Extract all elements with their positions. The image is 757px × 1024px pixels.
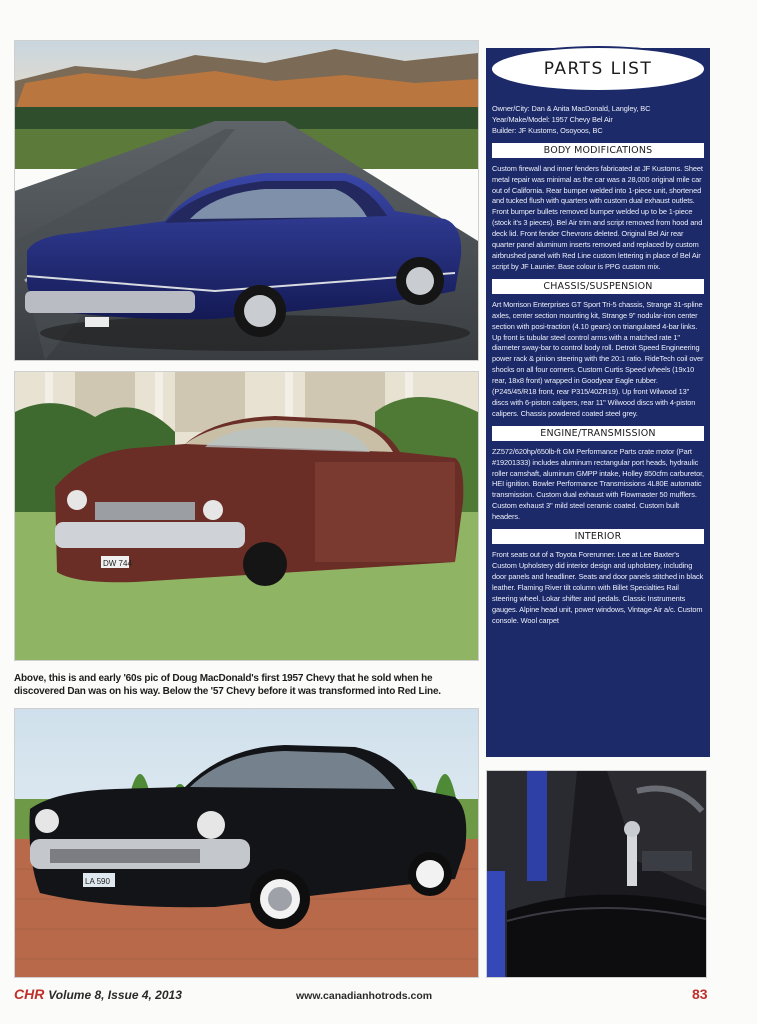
- section-heading-chassis: CHASSIS/SUSPENSION: [492, 279, 704, 294]
- section-text-chassis: Art Morrison Enterprises GT Sport Tri-5 chassis, Strange 31-spline axles, center section mounting kit, Strange 9" nodular-iron center section with posi-traction (4.10 gears) on triangulated 4-bar links. Up front is tubular steel control arms with a matched rate 1" diameter sway-bar to control body roll. Detroit Speed Engineering power rack & pinion steering with the 20:1 ratio. RideTech coil over shocks on all four corners. Custom Curtis Speed wheels (19x10 rear, 18x8 front) wrapped in Goodyear Eagle rubber. (P245/45/R18 front, rear P315/40ZR19). Up front Wilwood 13" discs with 6-piston calipers, rear 11" Wilwood discs with 4-piston calipers. Chassis powdered coated steel grey.: [492, 299, 704, 418]
- footer-publication: [14, 986, 182, 1002]
- page-number: 83: [692, 986, 708, 1002]
- section-text-interior: Front seats out of a Toyota Forerunner. Lee at Lee Baxter's Custom Upholstery did interior design and upholstery, including door panels and headliner. Seats and door panels stitched in black leather. Flaming River tilt column with Billet Specialties Rail steering wheel. Lokar shifter and pedals. Classic Instruments gauges. Alpine head unit, power windows, Vintage Air a/c. Custom console. Wool carpet: [492, 550, 704, 625]
- footer-volume: Volume 8, Issue 4, 2013: [48, 988, 182, 1002]
- photo-blue-chevy: [14, 40, 479, 361]
- photo-red-chevy-vintage: [14, 371, 479, 661]
- intro-builder: Builder: JF Kustoms, Osoyoos, BC: [492, 125, 603, 135]
- intro-vehicle: Year/Make/Model: 1957 Chevy Bel Air: [492, 114, 613, 124]
- footer-url[interactable]: www.canadianhotrods.com: [296, 990, 433, 1002]
- red-car-plate: DW 744: [103, 559, 132, 568]
- section-text-body: Custom firewall and inner fenders fabricated at JF Kustoms. Sheet metal repair was minimal as the car was a 28,000 original mile car out of California. Rear bumper welded into 1-piece unit, shortened and tucked flush with quarters with custom dual exhaust outlets. Front bumper bullets removed bumper welded up to be 1-piece (stock it's 3 pieces). Bel Air trim and script removed from hood and deck lid. Front fender Chevrons deleted. Original Bel Air rear quarter panel aluminum inserts removed and replaced by custom airbrushed panel with Red Line custom lettering in place of Bel Air script by JF Launier. Base colour is PPG custom mix.: [492, 163, 703, 271]
- intro-owner: Owner/City: Dan & Anita MacDonald, Langley, BC: [492, 104, 651, 113]
- parts-list-panel: [486, 48, 710, 757]
- parts-intro: [492, 104, 704, 137]
- section-heading-interior: INTERIOR: [492, 529, 704, 544]
- photo-caption: Above, this is and early '60s pic of Doug MacDonald's first 1957 Chevy that he sold when he discovered Dan was on his way. Below the '57 Chevy before it was transformed into Red Line.: [14, 673, 441, 697]
- photo-interior: [486, 770, 707, 978]
- photo-black-chevy: [14, 708, 479, 978]
- black-car-plate: LA 590: [85, 877, 110, 886]
- parts-list-title: PARTS LIST: [490, 46, 706, 92]
- footer-magazine: CHR: [14, 986, 45, 1002]
- section-heading-engine: ENGINE/TRANSMISSION: [492, 426, 704, 441]
- section-text-engine: ZZ572/620hp/650lb-ft GM Performance Parts crate motor (Part #19201333) includes aluminum rectangular port heads, hydraulic roller camshaft, aluminum GMPP intake, Holley 850cfm carburetor, HEI ignition. Bowler Performance Transmissions 4L80E automatic transmission. Custom dual exhaust with Flowmaster 50 mufflers. Custom exhaust 3" mild steel ceramic coated. Custom built headers.: [492, 446, 704, 522]
- section-heading-body: BODY MODIFICATIONS: [492, 143, 704, 158]
- parts-list-body: [492, 104, 704, 632]
